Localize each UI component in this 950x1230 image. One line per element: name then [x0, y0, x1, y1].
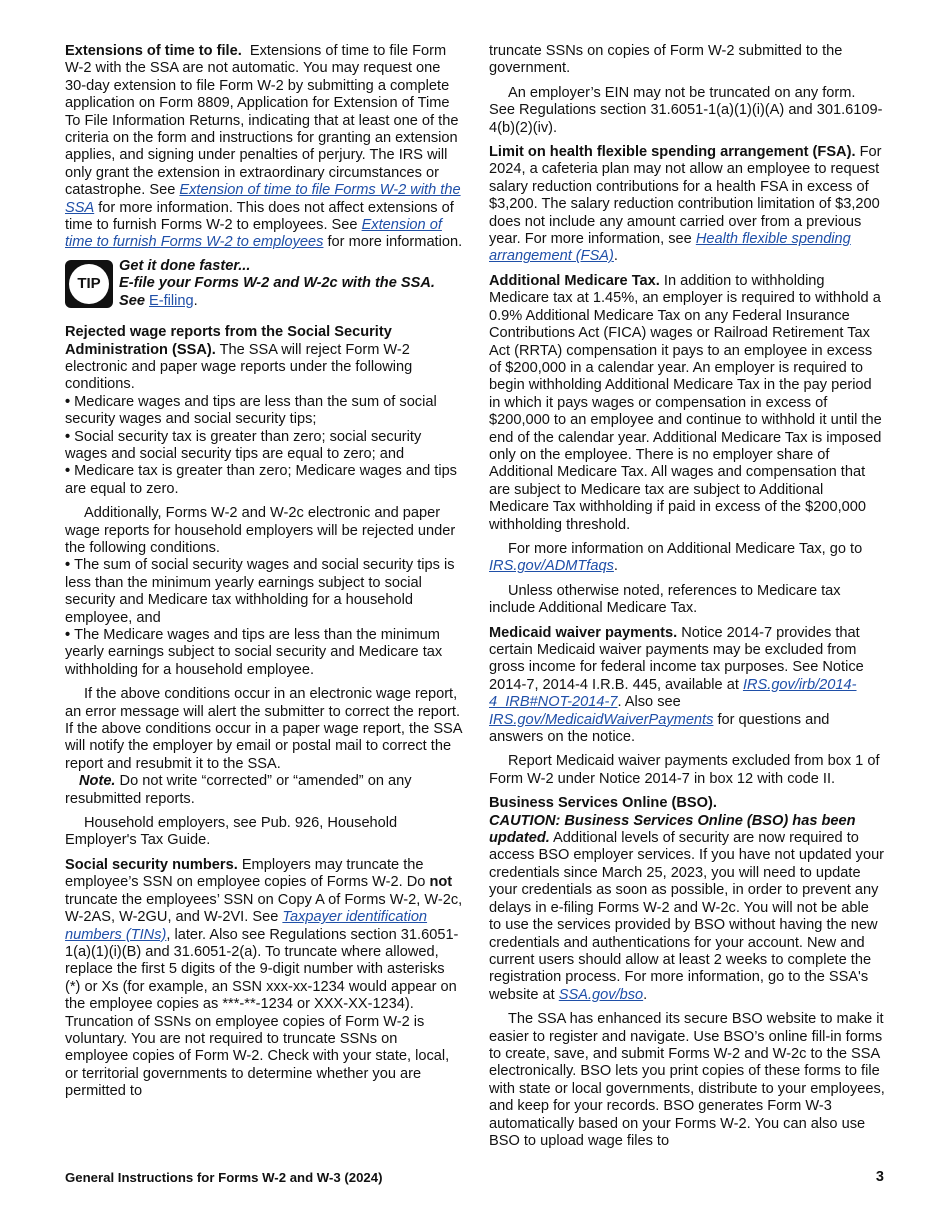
rejected-paragraph [65, 324, 463, 394]
extensions-text-3: for more information. [323, 234, 463, 251]
tip-text [119, 258, 435, 310]
medicaid-text: Notice 2014-7 provides that certain Medicaid waiver payments may be excluded from gross income for federal income tax purposes. See Notice 2014-7, 2014-4 I.R.B. 445, available at [489, 624, 864, 693]
tin-link[interactable]: Taxpayer identification numbers (TINs) [65, 909, 428, 943]
ssn-heading: Social security numbers. [65, 856, 238, 873]
admt-more-text: For more information on Additional Medicare Tax, go to [508, 540, 863, 557]
tip-see: See [119, 292, 150, 309]
tip-icon-label: TIP [69, 264, 109, 304]
fsa-end: . [613, 248, 618, 265]
tip-line-1: Get it done faster... [119, 257, 251, 274]
fsa-text: For 2024, a cafeteria plan may not allow an employee to request salary reduction contributions for a health FSA in excess of $3,200. The salary reduction contribution limitation of $3,200 does not include any amount carried over from a previous year. For more information, see [489, 144, 882, 248]
household-bullet-2: • The Medicare wages and tips are less than the minimum yearly earnings subject to social security and Medicare tax withholding for a household employee. [65, 627, 443, 678]
irb-link[interactable]: IRS.gov/irb/2014-4_IRB#NOT-2014-7 [489, 676, 857, 711]
fsa-heading: Limit on health flexible spending arrangement (FSA). [489, 144, 856, 161]
bullet-text: Social security tax is greater than zero; social security wages and social security tips are equal to zero; and [65, 428, 422, 462]
bso-text: Additional levels of security are now required to access BSO employer services. If you have not updated your credentials since March 25, 2023, you will need to update your credentials as soon as possible, in order to prevent any delays in e-filing Forms W-2 and W-2c. You will not be able to use the services provided by BSO without having the new credentials and authentications for your account. New and current users should allow at least 2 weeks to complete the registration process. For more information, go to the SSA's website at [489, 830, 885, 1003]
note-text: Do not write “corrected” or “amended” on any resubmitted reports. [65, 773, 412, 807]
efiling-link[interactable]: E-filing [149, 292, 194, 309]
tip-line-2: E-file your Forms W-2 and W-2c with the SSA. [119, 275, 435, 292]
additional-medicare-paragraph [489, 273, 885, 534]
household-bullet-1: • The sum of social security wages and social security tips is less than the minimum yearly earnings subject to social security and Medicare tax withholding for a household employee, and [65, 557, 455, 626]
medicaid-report-paragraph: Report Medicaid waiver payments excluded from box 1 of Form W-2 under Notice 2014-7 in box 12 with code II. [489, 753, 880, 787]
ssn-text-3: , later. Also see Regulations section 31.6051-1(a)(1)(i)(B) and 31.6051-2(a). To truncate where allowed, replace the first 5 digits of the 9-digit number with asterisks (*) or Xs (for example, an SSN xxx-xx-1234 would appear on the employee copies as ***-**-1234 or XXX-XX-1234). Truncation of SSNs on employee copies of Form W-2 is voluntary. You are not required to truncate SSNs on employee copies of Form W-2. Check with your state, local, or territorial governments to determine whether you are permitted to [65, 926, 459, 1100]
household-conditions-paragraph: Additionally, Forms W-2 and W-2c electronic and paper wage reports for household employers will be rejected under the following conditions. [65, 505, 456, 556]
bullet-text: Medicare wages and tips are less than the sum of social security wages and social security tips; [65, 393, 437, 428]
truncate-continuation: truncate SSNs on copies of Form W-2 submitted to the government. [489, 43, 843, 77]
bso-enhanced-paragraph: The SSA has enhanced its secure BSO website to make it easier to register and navigate. Use BSO’s online fill-in forms to create, save, and submit Forms W-2 and W-2c to the SSA electronically. BSO lets you print copies of these forms to file with state or local governments, distribute to your employees, and keep for your records. BSO generates Form W-3 automatically based on your Forms W-2. You can also use BSO to upload wage files to [489, 1011, 885, 1149]
bullet-text: The Medicare wages and tips are less than the minimum yearly earnings subject to social security and Medicare tax withholding for a household employee. [65, 627, 443, 678]
extension-file-link[interactable]: Extension of time to file Forms W-2 with the SSA [65, 182, 461, 216]
bullet-text: The sum of social security wages and social security tips is less than the minimum yearly earnings subject to social security and Medicare tax withholding for a household employee, and [65, 557, 455, 626]
note-paragraph [65, 773, 463, 808]
rejected-heading: Rejected wage reports from the Social Security Administration (SSA). [65, 324, 392, 358]
note-label: Note. [79, 773, 116, 790]
medicaid-waiver-link[interactable]: IRS.gov/MedicaidWaiverPayments [489, 711, 714, 728]
medicaid-paragraph [489, 625, 885, 747]
extension-furnish-link[interactable]: Extension of time to furnish Forms W-2 to employees [65, 217, 442, 251]
extensions-heading: Extensions of time to file. [65, 43, 242, 59]
admt-end: . [613, 558, 618, 575]
admt-faqs-link[interactable]: IRS.gov/ADMTfaqs [489, 558, 614, 575]
admt-more-paragraph [489, 541, 885, 576]
error-message-paragraph: If the above conditions occur in an electronic wage report, an error message will alert the submitter to correct the report. If the above conditions occur in a paper wage report, the SSA will notify the employer by email or postal mail to correct the report and resubmit it to the SSA. [65, 686, 462, 772]
bso-caution-paragraph [489, 813, 885, 1004]
medicaid-heading: Medicaid waiver payments. [489, 624, 678, 641]
footer-title: General Instructions for Forms W-2 and W-3 (2024) [65, 1170, 383, 1185]
rejected-bullet-1: • Medicare wages and tips are less than the sum of social security wages and social security tips; [65, 393, 437, 428]
extensions-text-2: for more information. This does not affect extensions of time to furnish Forms W-2 to employees. See [65, 199, 454, 234]
page-number: 3 [875, 1169, 884, 1185]
ein-paragraph: An employer’s EIN may not be truncated on any form. See Regulations section 31.6051-1(a)(1)(i)(A) and 301.6109-4(b)(2)(iv). [489, 84, 883, 136]
unless-noted-paragraph: Unless otherwise noted, references to Medicare tax include Additional Medicare Tax. [489, 582, 841, 617]
bso-end: . [643, 986, 648, 1003]
tip-box [65, 258, 463, 310]
medicaid-text-2: . Also see [617, 694, 681, 711]
household-employers-paragraph: Household employers, see Pub. 926, Household Employer's Tax Guide. [65, 815, 398, 849]
rejected-text: The SSA will reject Form W-2 electronic and paper wage reports under the following conditions. [65, 341, 413, 393]
bso-caution: CAUTION: Business Services Online (BSO) has been updated. [489, 812, 856, 847]
ssn-paragraph [65, 857, 463, 1101]
ssn-not: not [429, 874, 453, 891]
bullet-text: Medicare tax is greater than zero; Medicare wages and tips are equal to zero. [65, 463, 457, 497]
tip-end: . [193, 292, 198, 309]
ssn-text-2: truncate the employees’ SSN on Copy A of Forms W-2, W-2c, W-2AS, W-2GU, and W-2VI. See [65, 891, 463, 926]
ssa-bso-link[interactable]: SSA.gov/bso [558, 986, 644, 1003]
tip-icon [65, 260, 113, 308]
extensions-text: Extensions of time to file Form W-2 with the SSA are not automatic. You may request one 30-day extension to file Form W-2 by submitting a complete application on Form 8809, Application for Extension of Time To File Information Returns, indicating that at least one of the criteria on the form and instructions for granting an extension applies, and signing under penalties of perjury. The IRS will only grant the extension in extraordinary circumstances or catastrophe. See [65, 43, 459, 199]
fsa-paragraph [489, 144, 885, 266]
left-column [65, 43, 463, 1101]
rejected-bullet-3: • Medicare tax is greater than zero; Medicare wages and tips are equal to zero. [65, 463, 457, 497]
rejected-bullet-2: • Social security tax is greater than zero; social security wages and social security tips are equal to zero; and [65, 428, 422, 462]
medicaid-text-3: for questions and answers on the notice. [489, 711, 830, 746]
ssn-text: Employers may truncate the employee’s SSN on employee copies of Forms W-2. Do [65, 856, 430, 891]
fsa-link[interactable]: Health flexible spending arrangement (FSA) [489, 231, 851, 265]
right-column [489, 43, 885, 1150]
additional-medicare-text: In addition to withholding Medicare tax at 1.45%, an employer is required to withhold a 0.9% Additional Medicare Tax on any Federal Insurance Contributions Act (FICA) wages or Railroad Retirement Tax Act (RRTA) compensation it pays to an employee in excess of $200,000 in a calendar year. An employer is required to begin withholding Additional Medicare Tax in the pay period in which it pays wages or compensation in excess of $200,000 to an employee and continue to withhold it until the end of the calendar year. Additional Medicare Tax is imposed only on the employee. There is no employer share of Additional Medicare Tax. All wages and compensation that are subject to Medicare tax are subject to Additional Medicare Tax withholding if paid in excess of the $200,000 withholding threshold. [489, 272, 882, 533]
bso-heading: Business Services Online (BSO). [489, 795, 717, 812]
additional-medicare-heading: Additional Medicare Tax. [489, 272, 660, 289]
extensions-paragraph [65, 43, 463, 252]
